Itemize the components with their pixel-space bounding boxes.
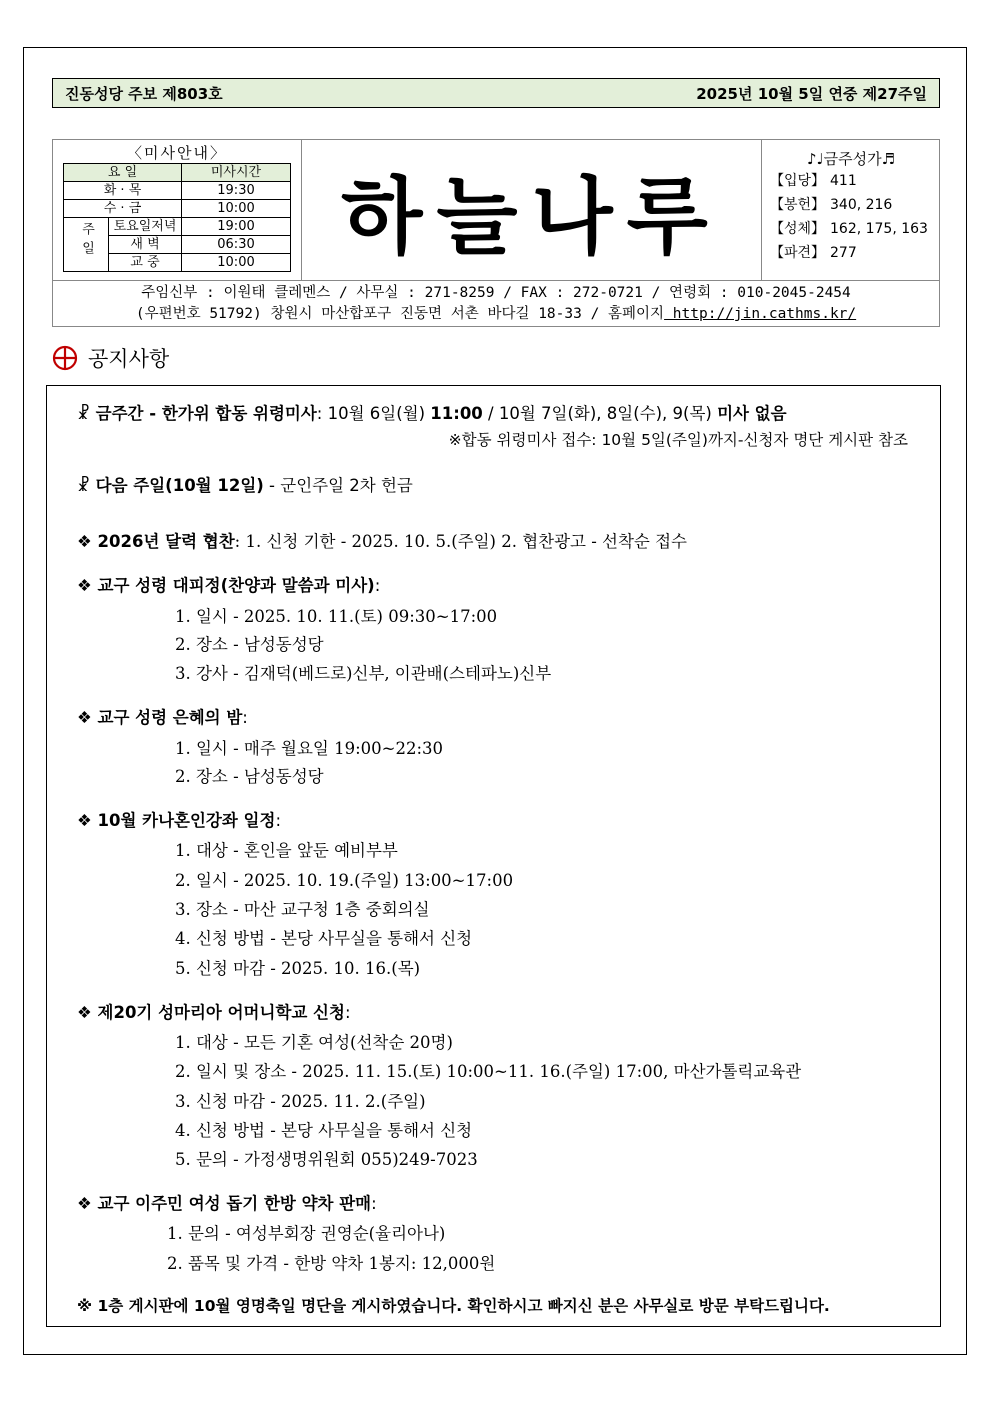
notice-item-7-line: 4. 신청 방법 - 본당 사무실을 통해서 신청 <box>175 1121 473 1140</box>
hymn-label: 【입당】 <box>770 173 826 189</box>
mass-time: 19:30 <box>182 182 291 200</box>
notice-heading-text: 공지사항 <box>88 347 170 371</box>
mass-row <box>64 182 291 200</box>
notice-item-6-line: 2. 일시 - 2025. 10. 19.(주일) 13:00~17:00 <box>175 871 514 890</box>
notice-item-2-title: ☧ 다음 주일(10월 12일) <box>77 476 264 495</box>
notice-item-4 <box>77 572 380 596</box>
mass-schedule <box>53 140 302 280</box>
mass-table-header <box>64 164 291 182</box>
notice-item-5-title: ❖ 교구 성령 은혜의 밤 <box>77 708 243 727</box>
notice-item-6 <box>77 807 281 831</box>
contact-line-1: 주임신부 : 이원태 클레멘스 / 사무실 : 271-8259 / FAX : 272-0721 / 연령회 : 010-2045-2454 <box>141 285 851 301</box>
notice-heading <box>52 343 169 373</box>
bulletin-topbar <box>52 78 940 108</box>
hymn-box <box>761 140 940 280</box>
notice-item-8 <box>77 1190 377 1214</box>
sunday-label-text: 주일 <box>79 221 94 260</box>
bulletin-title-area <box>302 140 761 280</box>
notice-item-4-colon: : <box>374 576 381 595</box>
mass-time: 10:00 <box>182 200 291 218</box>
notice-item-1-sub: ※합동 위령미사 접수: 10월 5일(주일)까지-신청자 명단 게시판 참조 <box>448 431 908 449</box>
notice-item-1-time: 11:00 <box>430 404 483 423</box>
hymn-label: 【성체】 <box>770 221 826 237</box>
notice-item-3-text: : 1. 신청 기한 - 2025. 10. 5.(주일) 2. 협찬광고 - 선착순 접수 <box>234 532 687 551</box>
notice-item-8-line: 1. 문의 - 여성부회장 권영순(율리아나) <box>167 1224 446 1243</box>
notice-item-6-line: 1. 대상 - 혼인을 앞둔 예비부부 <box>175 841 398 860</box>
hymn-title: ♪♩금주성가♬ <box>806 150 896 168</box>
contact-line-2 <box>53 304 939 325</box>
header-day: 요 일 <box>64 164 182 182</box>
bulletin-issue: 진동성당 주보 제803호 <box>65 84 223 103</box>
notice-item-7-colon: : <box>344 1003 351 1022</box>
hymn-label: 【봉헌】 <box>770 197 826 213</box>
notice-item-4-title: ❖ 교구 성령 대피정(찬양과 말씀과 미사) <box>77 576 375 595</box>
notice-item-5-line: 1. 일시 - 매주 월요일 19:00~22:30 <box>175 739 444 758</box>
notice-item-6-line: 3. 장소 - 마산 교구청 1층 중회의실 <box>175 900 430 919</box>
notice-item-4-line: 2. 장소 - 남성동성당 <box>175 635 324 654</box>
hymn-label: 【파견】 <box>770 245 826 261</box>
notice-item-2 <box>77 472 413 496</box>
notice-item-4-line: 3. 강사 - 김재덕(베드로)신부, 이관배(스테파노)신부 <box>175 664 552 683</box>
hymn-row <box>770 217 940 241</box>
notice-item-5-colon: : <box>242 708 248 727</box>
contact-info <box>53 280 939 329</box>
header-time: 미사시간 <box>182 164 291 182</box>
notice-item-5 <box>77 704 248 728</box>
notice-item-8-line: 2. 품목 및 가격 - 한방 약차 1봉지: 12,000원 <box>167 1254 496 1273</box>
mass-day: 화 · 목 <box>64 182 182 200</box>
notice-item-1-title: ☧ 금주간 - 한가위 합동 위령미사 <box>77 404 317 423</box>
mass-day: 토요일저녁 <box>109 218 182 236</box>
notice-item-3 <box>77 528 687 552</box>
bulletin-date: 2025년 10월 5일 연중 제27주일 <box>696 84 927 103</box>
notice-item-7 <box>77 999 351 1023</box>
notice-item-5-line: 2. 장소 - 남성동성당 <box>175 767 324 786</box>
notice-item-7-line: 2. 일시 및 장소 - 2025. 11. 15.(토) 10:00~11. 16.(주일) 17:00, 마산가톨릭교육관 <box>175 1062 802 1081</box>
sunday-label <box>64 218 109 272</box>
hymn-row <box>770 169 940 193</box>
notice-item-1-end: 미사 없음 <box>717 404 787 423</box>
notice-item-3-title: ❖ 2026년 달력 협찬 <box>77 532 235 551</box>
mass-row <box>64 218 291 236</box>
notice-item-1-text: : 10월 6일(월) <box>316 404 431 423</box>
mass-day: 새 벽 <box>109 236 182 254</box>
notice-item-6-title: ❖ 10월 카나혼인강좌 일정 <box>77 811 276 830</box>
notice-item-1 <box>77 400 787 424</box>
notice-item-6-line: 5. 신청 마감 - 2025. 10. 16.(목) <box>175 959 421 978</box>
notice-box <box>46 385 941 1327</box>
notice-item-6-colon: : <box>275 811 282 830</box>
address-text: (우편번호 51792) 창원시 마산합포구 진동면 서촌 바다길 18-33 / 홈페이지 <box>135 306 665 322</box>
hymn-value: 277 <box>830 245 857 261</box>
notice-item-7-title: ❖ 제20기 성마리아 어머니학교 신청 <box>77 1003 345 1022</box>
notice-item-6-line: 4. 신청 방법 - 본당 사무실을 통해서 신청 <box>175 929 473 948</box>
hymn-row <box>770 241 940 265</box>
notice-item-7-line: 3. 신청 마감 - 2025. 11. 2.(주일) <box>175 1092 426 1111</box>
mass-time: 19:00 <box>182 218 291 236</box>
mass-day: 수 · 금 <box>64 200 182 218</box>
notice-item-4-line: 1. 일시 - 2025. 10. 11.(토) 09:30~17:00 <box>175 607 498 626</box>
bulletin-header <box>52 139 940 327</box>
mass-row <box>64 200 291 218</box>
mass-day: 교 중 <box>109 254 182 272</box>
mass-schedule-title: 〈미사안내〉 <box>127 144 227 162</box>
hymn-row <box>770 193 940 217</box>
notice-footer: ※ 1층 게시판에 10월 영명축일 명단을 게시하였습니다. 확인하시고 빠지신 분은 사무실로 방문 부탁드립니다. <box>77 1297 830 1315</box>
cross-circle-icon <box>52 345 78 371</box>
mass-time: 10:00 <box>182 254 291 272</box>
hymn-value: 162, 175, 163 <box>830 221 928 237</box>
mass-table <box>63 163 291 272</box>
notice-item-8-title: ❖ 교구 이주민 여성 돕기 한방 약차 판매 <box>77 1194 372 1213</box>
bulletin-title: 하늘나루 <box>341 167 722 266</box>
notice-item-7-line: 1. 대상 - 모든 기혼 여성(선착순 20명) <box>175 1033 453 1052</box>
homepage-link[interactable]: http://jin.cathms.kr/ <box>664 306 857 322</box>
hymn-value: 340, 216 <box>830 197 893 213</box>
notice-item-2-text: - 군인주일 2차 헌금 <box>263 476 413 495</box>
notice-item-8-colon: : <box>371 1194 377 1213</box>
mass-time: 06:30 <box>182 236 291 254</box>
hymn-value: 411 <box>830 173 857 189</box>
notice-item-7-line: 5. 문의 - 가정생명위원회 055)249-7023 <box>175 1150 478 1169</box>
notice-item-1-text-2: / 10월 7일(화), 8일(수), 9(목) <box>482 404 718 423</box>
